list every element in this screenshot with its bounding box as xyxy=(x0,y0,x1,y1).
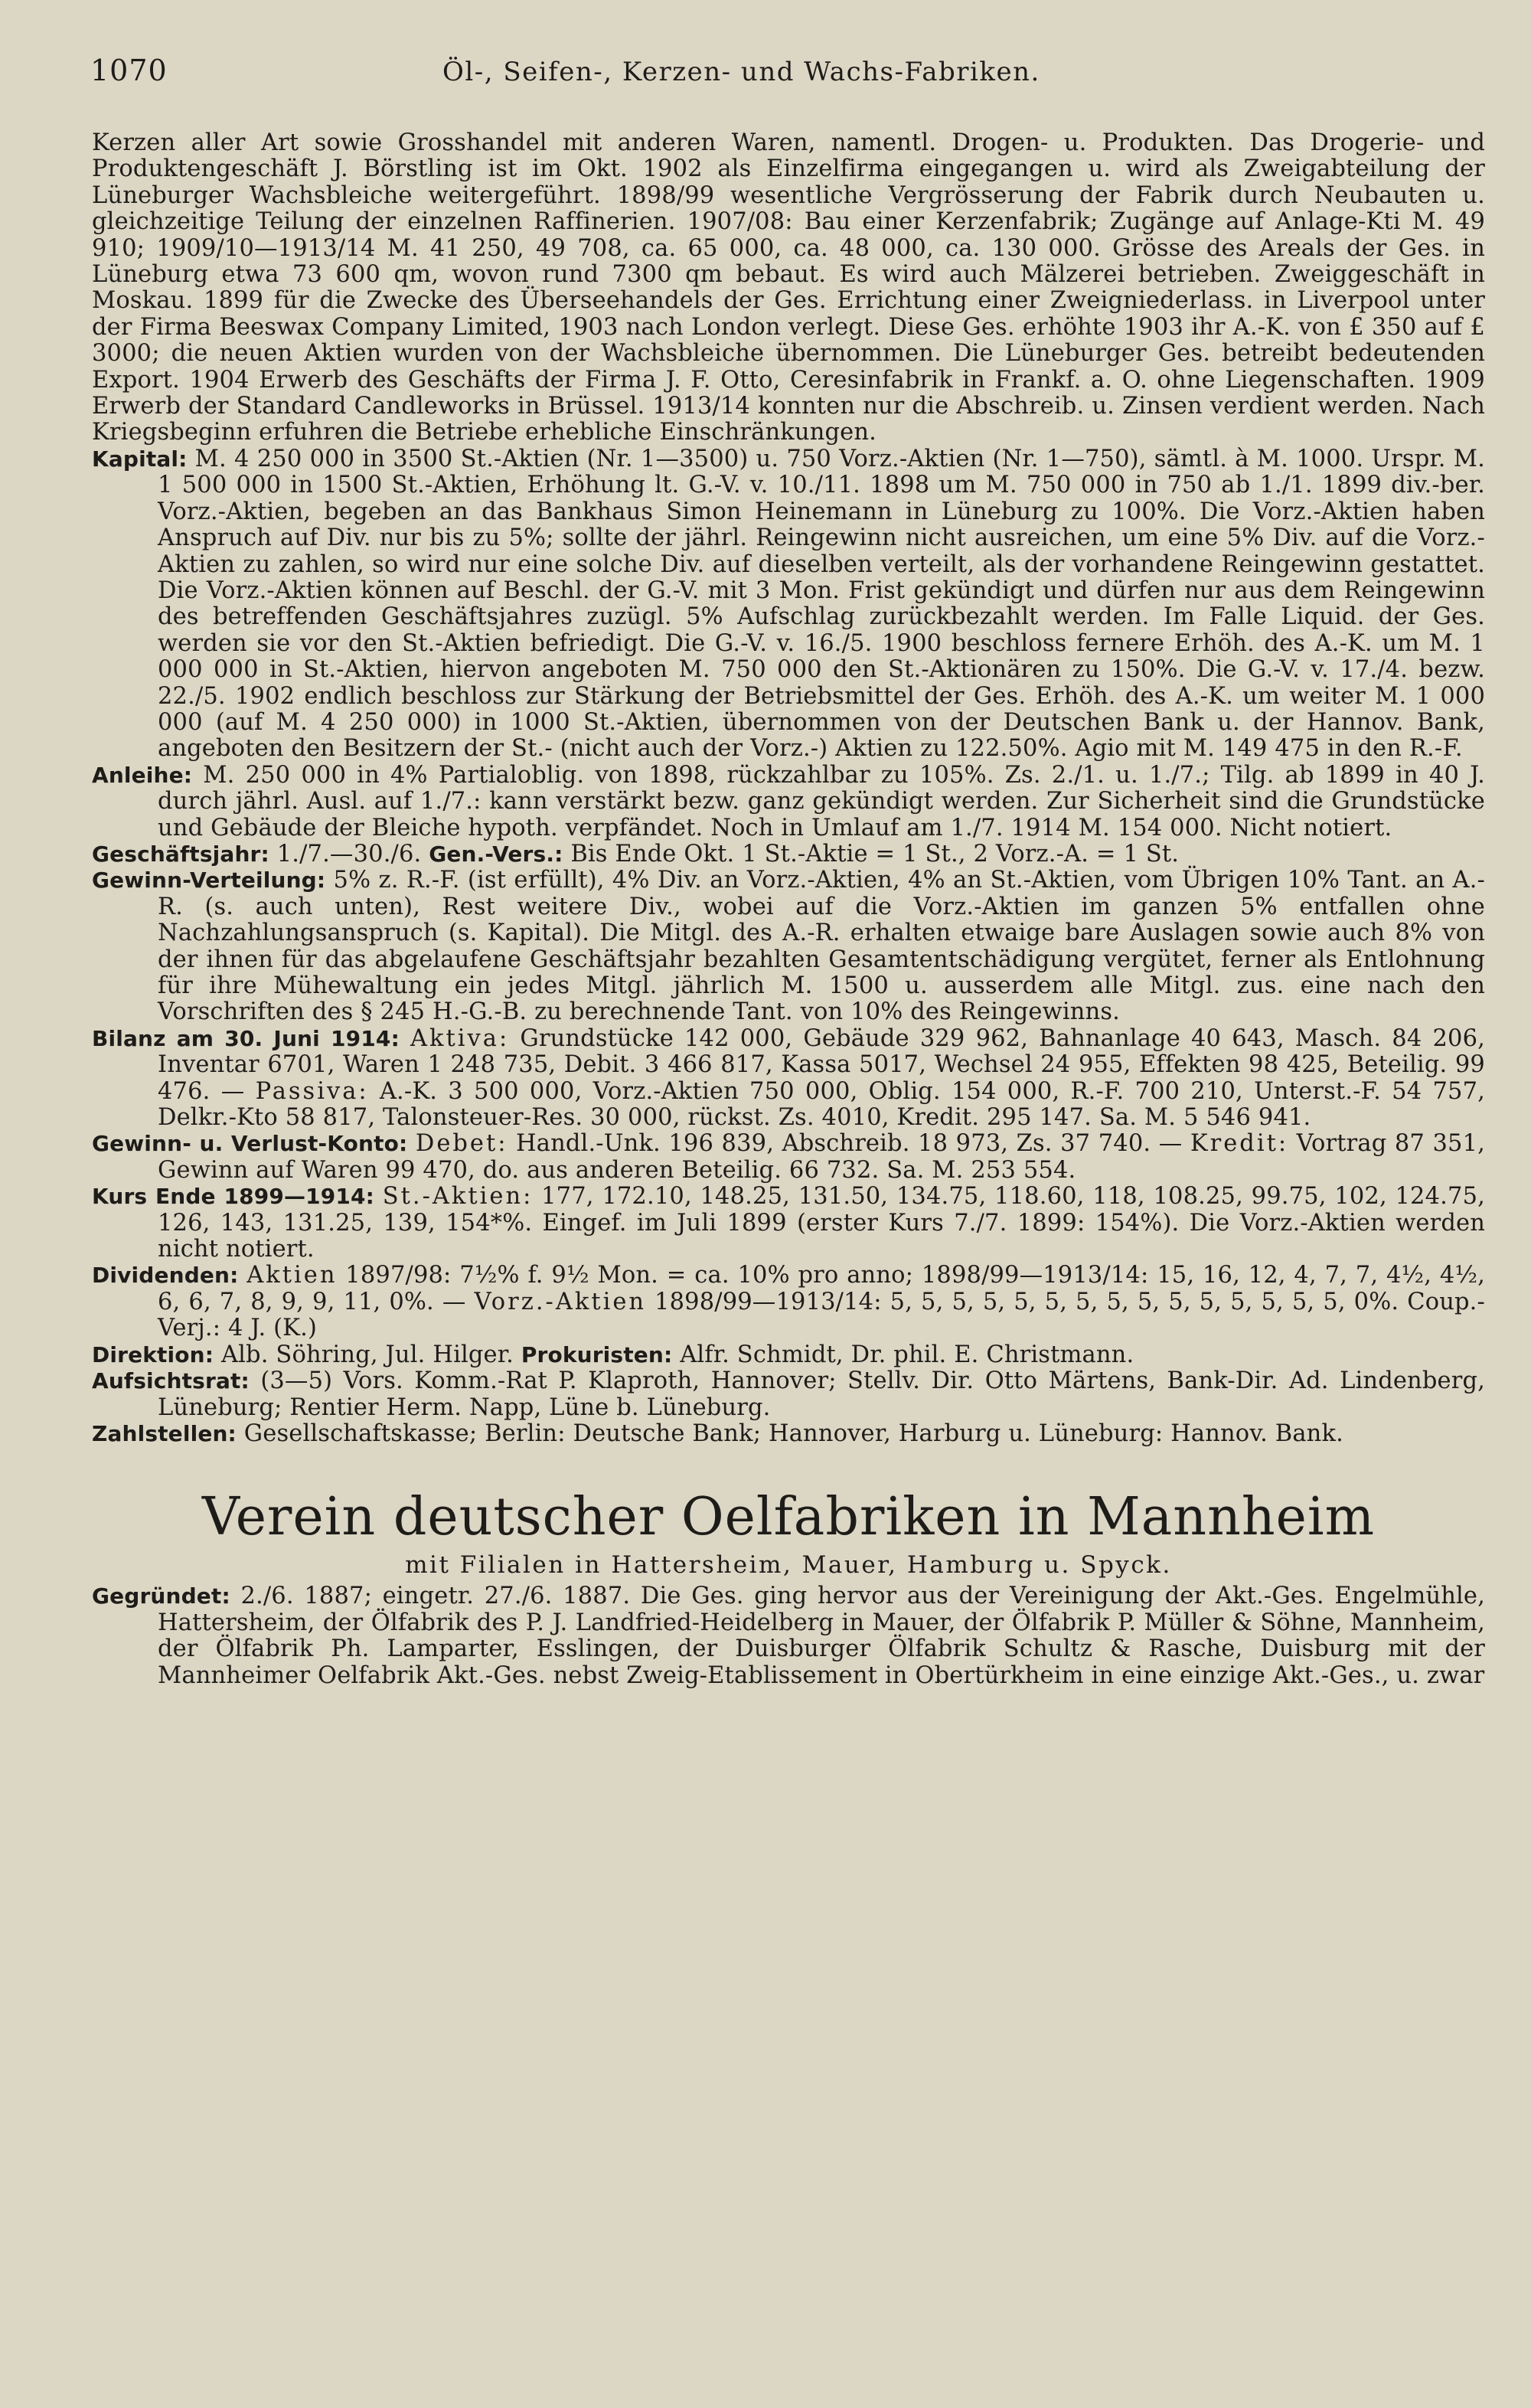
dividenden-label: Dividenden: xyxy=(92,1263,239,1289)
aktiva-text: Grundstücke 142 000, Gebäude 329 962, Bahnanlage 40 643, Masch. 84 206, Inventar 6701, Waren 1 248 735, Debit. 3 466 817, Kassa 5017, Wechsel 24 955, Effekten 98 425, Beteilig. 99 476. — xyxy=(158,1024,1485,1105)
direktion-text: Alb. Söhring, Jul. Hilger. xyxy=(220,1341,514,1368)
prokuristen-label: Prokuristen: xyxy=(521,1341,673,1367)
aufsichtsrat-text: (3—5) Vors. Komm.-Rat P. Klaproth, Hannover; Stellv. Dir. Otto Märtens, Bank-Dir. Ad. Lindenberg, Lüneburg; Rentier Herm. Napp, Lüne b. Lüneburg. xyxy=(158,1367,1485,1421)
anleihe-text: M. 250 000 in 4% Partialoblig. von 1898, rückzahlbar zu 105%. Zs. 2./1. u. 1./7.; Tilg. ab 1899 in 40 J. durch jährl. Ausl. auf 1./7.: kann verstärkt bezw. ganz gekündigt werden. Zur Sicherheit sind die Grundstücke und Gebäude der Bleiche hypoth. verpfändet. Noch in Umlauf am 1./7. 1914 M. 154 000. Nicht notiert. xyxy=(158,761,1485,841)
passiva-label: Passiva: xyxy=(255,1077,369,1105)
zahlstellen-section xyxy=(92,1421,1485,1447)
kapital-text: M. 4 250 000 in 3500 St.-Aktien (Nr. 1—3500) u. 750 Vorz.-Aktien (Nr. 1—750), sämtl. à M. 1000. Urspr. M. 1 500 000 in 1500 St.-Aktien, Erhöhung lt. G.-V. v. 10./11. 1898 um M. 750 000 in 750 ab 1./1. 1899 div.-ber. Vorz.-Aktien, begeben an das Bankhaus Simon Heinemann in Lüneburg zu 100%. Die Vorz.-Aktien haben Anspruch auf Div. nur bis zu 5%; sollte der jährl. Reingewinn nicht ausreichen, um eine 5% Div. auf die Vorz.-Aktien zu zahlen, so wird nur eine solche Div. auf dieselben verteilt, als der vorhandene Reingewinn gestattet. Die Vorz.-Aktien können auf Beschl. der G.-V. mit 3 Mon. Frist gekündigt und dürfen nur aus dem Reingewinn des betreffenden Geschäftsjahres zuzügl. 5% Aufschlag zurückbezahlt werden. Im Falle Liquid. der Ges. werden sie vor den St.-Aktien befriedigt. Die G.-V. v. 16./5. 1900 beschloss fernere Erhöh. des A.-K. um M. 1 000 000 in St.-Aktien, hiervon angeboten M. 750 000 den St.-Aktionären zu 150%. Die G.-V. v. 17./4. bezw. 22./5. 1902 endlich beschloss zur Stärkung der Betriebsmittel der Ges. Erhöh. des A.-K. um weiter M. 1 000 000 (auf M. 4 250 000) in 1000 St.-Aktien, übernommen von der Deutschen Bank u. der Hannov. Bank, angeboten den Besitzern der St.- (nicht auch der Vorz.-) Aktien zu 122.50%. Agio mit M. 149 475 in den R.-F. xyxy=(158,445,1485,763)
anleihe-label: Anleihe: xyxy=(92,762,193,788)
page-number: 1070 xyxy=(90,54,168,87)
running-title: Öl-, Seifen-, Kerzen- und Wachs-Fabriken. xyxy=(442,57,1040,87)
geschaeftsjahr-label: Geschäftsjahr: xyxy=(92,841,269,867)
company-intro: Kerzen aller Art sowie Grosshandel mit anderen Waren, namentl. Drogen- u. Produkten. Das Drogerie- und Produktengeschäft J. Börstling ist im Okt. 1902 als Einzelfirma eingegangen u. wird als Zweigabteilung der Lüneburger Wachsbleiche weitergeführt. 1898/99 wesentliche Vergrösserung der Fabrik durch Neubauten u. gleichzeitige Teilung der einzelnen Raffinerien. 1907/08: Bau einer Kerzenfabrik; Zugänge auf Anlage-Kti M. 49 910; 1909/10—1913/14 M. 41 250, 49 708, ca. 65 000, ca. 48 000, ca. 130 000. Grösse des Areals der Ges. in Lüneburg etwa 73 600 qm, wovon rund 7300 qm bebaut. Es wird auch Mälzerei betrieben. Zweiggeschäft in Moskau. 1899 für die Zwecke des Überseehandels der Ges. Errichtung einer Zweigniederlass. in Liverpool unter der Firma Beeswax Company Limited, 1903 nach London verlegt. Diese Ges. erhöhte 1903 ihr A.-K. von £ 350 auf £ 3000; die neuen Aktien wurden von der Wachsbleiche übernommen. Die Lüneburger Ges. betreibt bedeutenden Export. 1904 Erwerb des Geschäfts der Firma J. F. Otto, Ceresinfabrik in Frankf. a. O. ohne Liegenschaften. 1909 Erwerb der Standard Candleworks in Brüssel. 1913/14 konnten nur die Abschreib. u. Zinsen verdient werden. Nach Kriegsbeginn erfuhren die Betriebe erhebliche Einschränkungen. xyxy=(92,129,1485,446)
kapital-label: Kapital: xyxy=(92,446,188,472)
aufsichtsrat-label: Aufsichtsrat: xyxy=(92,1368,250,1394)
bilanz-section xyxy=(92,1026,1485,1132)
gewinn-verteilung-label: Gewinn-Verteilung: xyxy=(92,867,326,894)
passiva-text: A.-K. 3 500 000, Vorz.-Aktien 750 000, Oblig. 154 000, R.-F. 700 210, Unterst.-F. 54 757, Delkr.-Kto 58 817, Talonsteuer-Res. 30 000, rückst. Zs. 4010, Kredit. 295 147. Sa. M. 5 546 941. xyxy=(158,1077,1485,1132)
kapital-section xyxy=(92,446,1485,763)
direktion-label: Direktion: xyxy=(92,1341,214,1367)
company-subheading: mit Filialen in Hattersheim, Mauer, Hamburg u. Spyck. xyxy=(405,1551,1172,1580)
geschaeftsjahr-section xyxy=(92,841,1485,867)
anleihe-section xyxy=(92,763,1485,841)
kurs-st-aktien-label: St.-Aktien: xyxy=(382,1183,534,1211)
gegruendet-text: 2./6. 1887; eingetr. 27./6. 1887. Die Ges. ging hervor aus der Vereinigung der Akt.-Ges. Engelmühle, Hattersheim, der Ölfabrik des P. J. Landfried-Heidelberg in Mauer, der Ölfabrik P. Müller & Söhne, Mannheim, der Ölfabrik Ph. Lamparter, Esslingen, der Duisburger Ölfabrik Schultz & Rasche, Duisburg mit der Mannheimer Oelfabrik Akt.-Ges. nebst Zweig-Etablissement in Obertürkheim in eine einzige Akt.-Ges., u. zwar xyxy=(158,1583,1485,1689)
gen-vers-text: Bis Ende Okt. 1 St.-Aktie = 1 St., 2 Vorz.-A. = 1 St. xyxy=(570,840,1180,867)
prokuristen-text: Alfr. Schmidt, Dr. phil. E. Christmann. xyxy=(680,1341,1134,1368)
kredit-label: Kredit: xyxy=(1190,1130,1289,1158)
div-aktien-text: 1897/98: 7½% f. 9½ Mon. = ca. 10% pro anno; 1898/99—1913/14: 15, 16, 12, 4, 7, 7, 4½, 4½, 6, 6, 7, 8, 9, 9, 11, 0%. — xyxy=(158,1262,1485,1315)
bilanz-label: Bilanz am 30. Juni 1914: xyxy=(92,1025,400,1051)
geschaeftsjahr-text: 1./7.—30./6. xyxy=(276,840,422,867)
running-header xyxy=(90,54,1484,92)
gen-vers-label: Gen.-Vers.: xyxy=(429,841,563,867)
gegruendet-section xyxy=(92,1583,1485,1689)
div-aktien-label: Aktien xyxy=(246,1262,338,1289)
page-body xyxy=(92,130,1485,1689)
zahlstellen-label: Zahlstellen: xyxy=(92,1420,237,1446)
debet-label: Debet: xyxy=(415,1130,508,1158)
kredit-text: Vortrag 87 351, Gewinn auf Waren 99 470, do. aus anderen Beteilig. 66 732. Sa. M. 253 554. xyxy=(158,1130,1485,1184)
gewinn-verlust-label: Gewinn- u. Verlust-Konto: xyxy=(92,1131,408,1157)
div-vorz-label: Vorz.-Aktien xyxy=(474,1288,647,1315)
gewinn-verlust-section xyxy=(92,1131,1485,1184)
company-heading: Verein deutscher Oelfabriken in Mannheim xyxy=(201,1487,1376,1548)
kurs-label: Kurs Ende 1899—1914: xyxy=(92,1184,375,1210)
gegruendet-label: Gegründet: xyxy=(92,1583,230,1609)
kurs-section xyxy=(92,1184,1485,1263)
dividenden-section xyxy=(92,1263,1485,1341)
div-vorz-text: 1898/99—1913/14: 5, 5, 5, 5, 5, 5, 5, 5, 5, 5, 5, 5, 5, 5, 5, 0%. Coup.-Verj.: 4 J. (K.) xyxy=(158,1288,1485,1342)
zahlstellen-text: Gesellschaftskasse; Berlin: Deutsche Bank; Hannover, Harburg u. Lüneburg: Hannov. Bank. xyxy=(243,1420,1343,1447)
gewinn-verteilung-text: 5% z. R.-F. (ist erfüllt), 4% Div. an Vorz.-Aktien, 4% an St.-Aktien, vom Übrigen 10% Tant. an A.-R. (s. auch unten), Rest weitere Div., wobei auf die Vorz.-Aktien im ganzen 5% entfallen ohne Nachzahlungsanspruch (s. Kapital). Die Mitgl. des A.-R. erhalten etwaige bare Auslagen sowie auch 8% von der ihnen für das abgelaufene Geschäftsjahr bezahlten Gesamtentschädigung vergütet, ferner als Entlohnung für ihre Mühewaltung ein jedes Mitgl. jährlich M. 1500 u. ausserdem alle Mitgl. zus. eine nach den Vorschriften des § 245 H.-G.-B. zu berechnende Tant. von 10% des Reingewinns. xyxy=(158,867,1486,1026)
aufsichtsrat-section xyxy=(92,1368,1485,1421)
direktion-section xyxy=(92,1342,1485,1368)
aktiva-label: Aktiva: xyxy=(410,1024,510,1052)
debet-text: Handl.-Unk. 196 839, Abschreib. 18 973, Zs. 37 740. — xyxy=(516,1130,1183,1158)
kurs-text: 177, 172.10, 148.25, 131.50, 134.75, 118.60, 118, 108.25, 99.75, 102, 124.75, 126, 143, 131.25, 139, 154*%. Eingef. im Juli 1899 (erster Kurs 7./7. 1899: 154%). Die Vorz.-Aktien werden nicht notiert. xyxy=(158,1183,1485,1263)
gewinn-verteilung-section xyxy=(92,867,1485,1025)
